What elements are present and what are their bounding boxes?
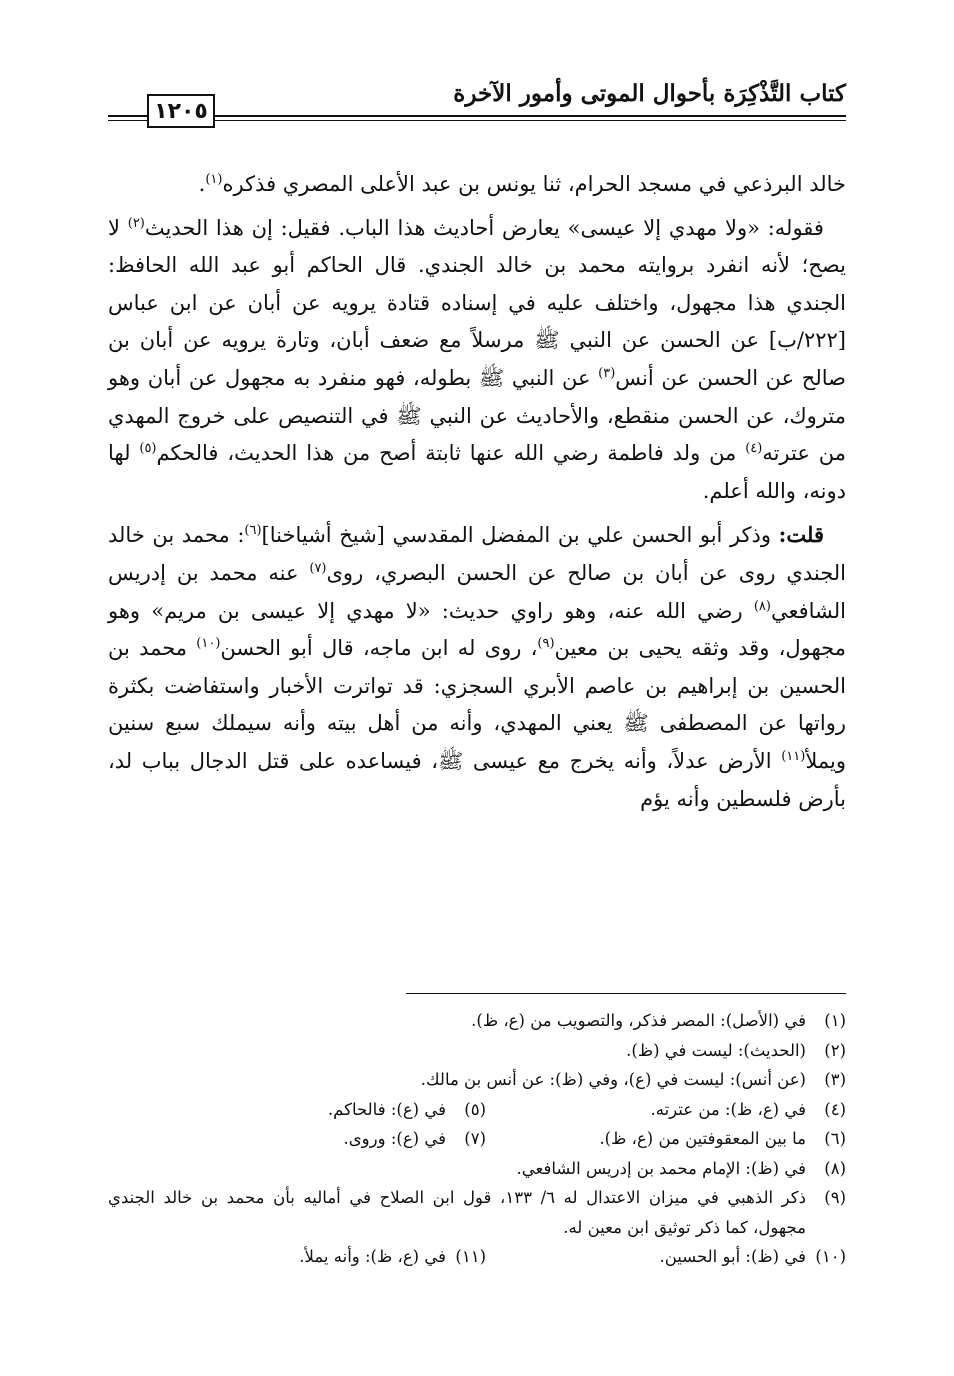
footnote-number: (١٠) [815, 1247, 846, 1266]
main-text [108, 166, 846, 818]
footnote-number: (٩) [824, 1188, 846, 1207]
footnote-ref: (٢) [127, 215, 145, 231]
text-line: محمد بن خالد الجندي روى عن أبان بن صالح عن الحسن البصري، روى [108, 523, 846, 585]
footnote-4 [486, 1095, 846, 1125]
footnote-ref: (٤) [745, 441, 763, 457]
qultu-label: قلت: [778, 522, 824, 548]
footnote-number: (٦) [824, 1129, 846, 1148]
footnote-text: في (ظ): أبو الحسين. [659, 1247, 806, 1266]
text-line: رضي الله عنه، وهو راوي حديث: «لا مهدي إلا [317, 598, 743, 623]
footnote-text: ذكر الذهبي في ميزان الاعتدال له ٦/ ١٣٣، قول ابن الصلاح في أماليه بأن محمد بن خالد الجندي مجهول، كما ذكر توثيق ابن معين له. [108, 1188, 806, 1237]
text-line: . [198, 172, 206, 196]
text-line: عن [561, 365, 591, 390]
footnote-number: (٨) [824, 1158, 846, 1178]
footnote-text: في (ع، ظ): من عترته. [650, 1099, 806, 1119]
footnote-text: ما بين المعقوفتين من (ع، ظ). [599, 1129, 806, 1148]
text-line: وأنه من أهل بيته وأنه سيملك سبع سنين ويملأ [108, 711, 846, 773]
text-line: منقطع، والأحاديث عن النبي ﷺ في التنصيص على خروج المهدي من [108, 403, 846, 466]
footnote-5 [126, 1095, 486, 1125]
footnote-text: (عن أنس): ليست في (ع)، وفي (ظ): عن أنس بن مالك. [420, 1070, 806, 1089]
footnote-number: (١) [824, 1011, 846, 1030]
footnote-ref: (١) [205, 172, 223, 187]
footnote-number: (٧) [464, 1129, 486, 1148]
page-number: ١٢٠٥ [147, 94, 215, 128]
text-line: الحاكم أبو عبد الله الحافظ: الجندي هذا مجهول، واختلف عليه في إسناده [108, 253, 846, 315]
text-line: عيسى بن مريم» وهو مجهول، وقد وثقه يحيى بن معين [108, 598, 846, 661]
footnote-number: (١١) [455, 1247, 486, 1266]
text-line: لها دونه، [108, 441, 846, 503]
text-line: هذا الحديث [144, 215, 244, 240]
text-line: مع عيسى ﷺ، فيساعده على قتل الدجال بباب لد، بأرض فلسطين وأنه يؤم [108, 748, 846, 811]
footnote-row-4-5 [108, 1095, 846, 1125]
footnote-text: في (ع): فالحاكم. [327, 1099, 446, 1119]
footnote-text: (الحديث): ليست في (ظ). [626, 1040, 806, 1060]
footnote-8 [108, 1154, 846, 1184]
footnote-10 [486, 1242, 846, 1272]
text-line: وذكر أبو الحسن علي بن المفضل المقدسي [شيخ أشياخنا] [261, 523, 772, 548]
footnote-ref: (١٠) [196, 636, 221, 652]
footnote-11 [126, 1242, 486, 1272]
header-rule-thin [108, 120, 846, 121]
text-line: ، روى له ابن ماجه، [362, 636, 538, 661]
footnote-ref: (٩) [537, 636, 555, 652]
text-line: فقوله: «ولا مهدي إلا عيسى» يعارض أحاديث هذا الباب. فقيل: إن [251, 215, 824, 240]
paragraph-1 [108, 166, 846, 204]
footnote-1 [108, 1006, 846, 1036]
footnote-number: (٣) [824, 1070, 846, 1089]
text-line: عترته [762, 441, 810, 466]
text-line: خالد البرذعي في مسجد الحرام، ثنا يونس بن عبد الأعلى المصري فذكره [222, 172, 846, 196]
footnote-ref: (٥) [139, 441, 157, 457]
footnote-9 [108, 1183, 846, 1242]
footnote-number: (٤) [824, 1099, 846, 1119]
footnote-ref: (١١) [781, 748, 806, 764]
text-line: محمد بن الحسين بن إبراهيم بن عاصم الأبري السجزي: [108, 636, 846, 698]
footnote-number: (٢) [824, 1040, 846, 1060]
footnote-text: في (ع، ظ): وأنه يملأ. [299, 1247, 446, 1266]
paragraph-2 [108, 210, 846, 511]
header-rule [108, 115, 846, 117]
footnote-text: في (الأصل): المصر فذكر، والتصويب من (ع، ظ). [471, 1011, 806, 1030]
footnote-ref: (٣) [598, 365, 616, 381]
text-line: قد تواترت الأخبار واستفاضت بكثرة رواتها عن المصطفى ﷺ يعني المهدي، [108, 673, 846, 736]
footnote-6 [486, 1124, 846, 1154]
footnote-3 [108, 1065, 846, 1095]
footnote-separator [406, 993, 846, 994]
footnote-ref: (٨) [753, 598, 771, 614]
text-line: لا يصح؛ لأنه انفرد بروايته محمد بن خالد الجندي. قال [108, 215, 846, 278]
paragraph-3 [108, 516, 846, 818]
text-line: : [237, 523, 245, 548]
footnote-row-10-11 [108, 1242, 846, 1272]
text-line: والله أعلم. [702, 478, 796, 503]
text-line: الأرض عدلاً، وأنه يخرج [569, 748, 772, 773]
running-header-title: كتاب التَّذْكِرَة بأحوال الموتى وأمور الآخرة [453, 80, 846, 107]
footnote-number: (٥) [464, 1099, 486, 1119]
footnotes [108, 1006, 846, 1272]
text-line: عنه محمد بن إدريس الشافعي [108, 560, 846, 623]
footnote-row-6-7 [108, 1124, 846, 1154]
footnote-7 [126, 1124, 486, 1154]
text-line: النبي ﷺ بطوله، فهو منفرد به مجهول عن أبان وهو متروك، عن الحسن [108, 365, 846, 428]
footnote-text: في (ع): وروى. [343, 1129, 446, 1148]
footnote-ref: (٧) [309, 560, 327, 576]
footnote-2 [108, 1036, 846, 1066]
text-line: قال أبو الحسن [220, 636, 354, 661]
text-line: مع ضعف أبان، وتارة يرويه عن أبان بن صالح عن الحسن عن أنس [108, 328, 846, 390]
footnote-text: في (ظ): الإمام محمد بن إدريس الشافعي. [516, 1158, 806, 1178]
text-line: قتادة يرويه عن أبان عن ابن عباس [٢٢٢/ب] عن الحسن عن النبي ﷺ مرسلاً [108, 290, 846, 353]
text-line: من ولد فاطمة رضي الله عنها ثابتة أصح من هذا الحديث، فالحكم [156, 441, 737, 466]
footnote-ref: (٦) [244, 523, 262, 539]
